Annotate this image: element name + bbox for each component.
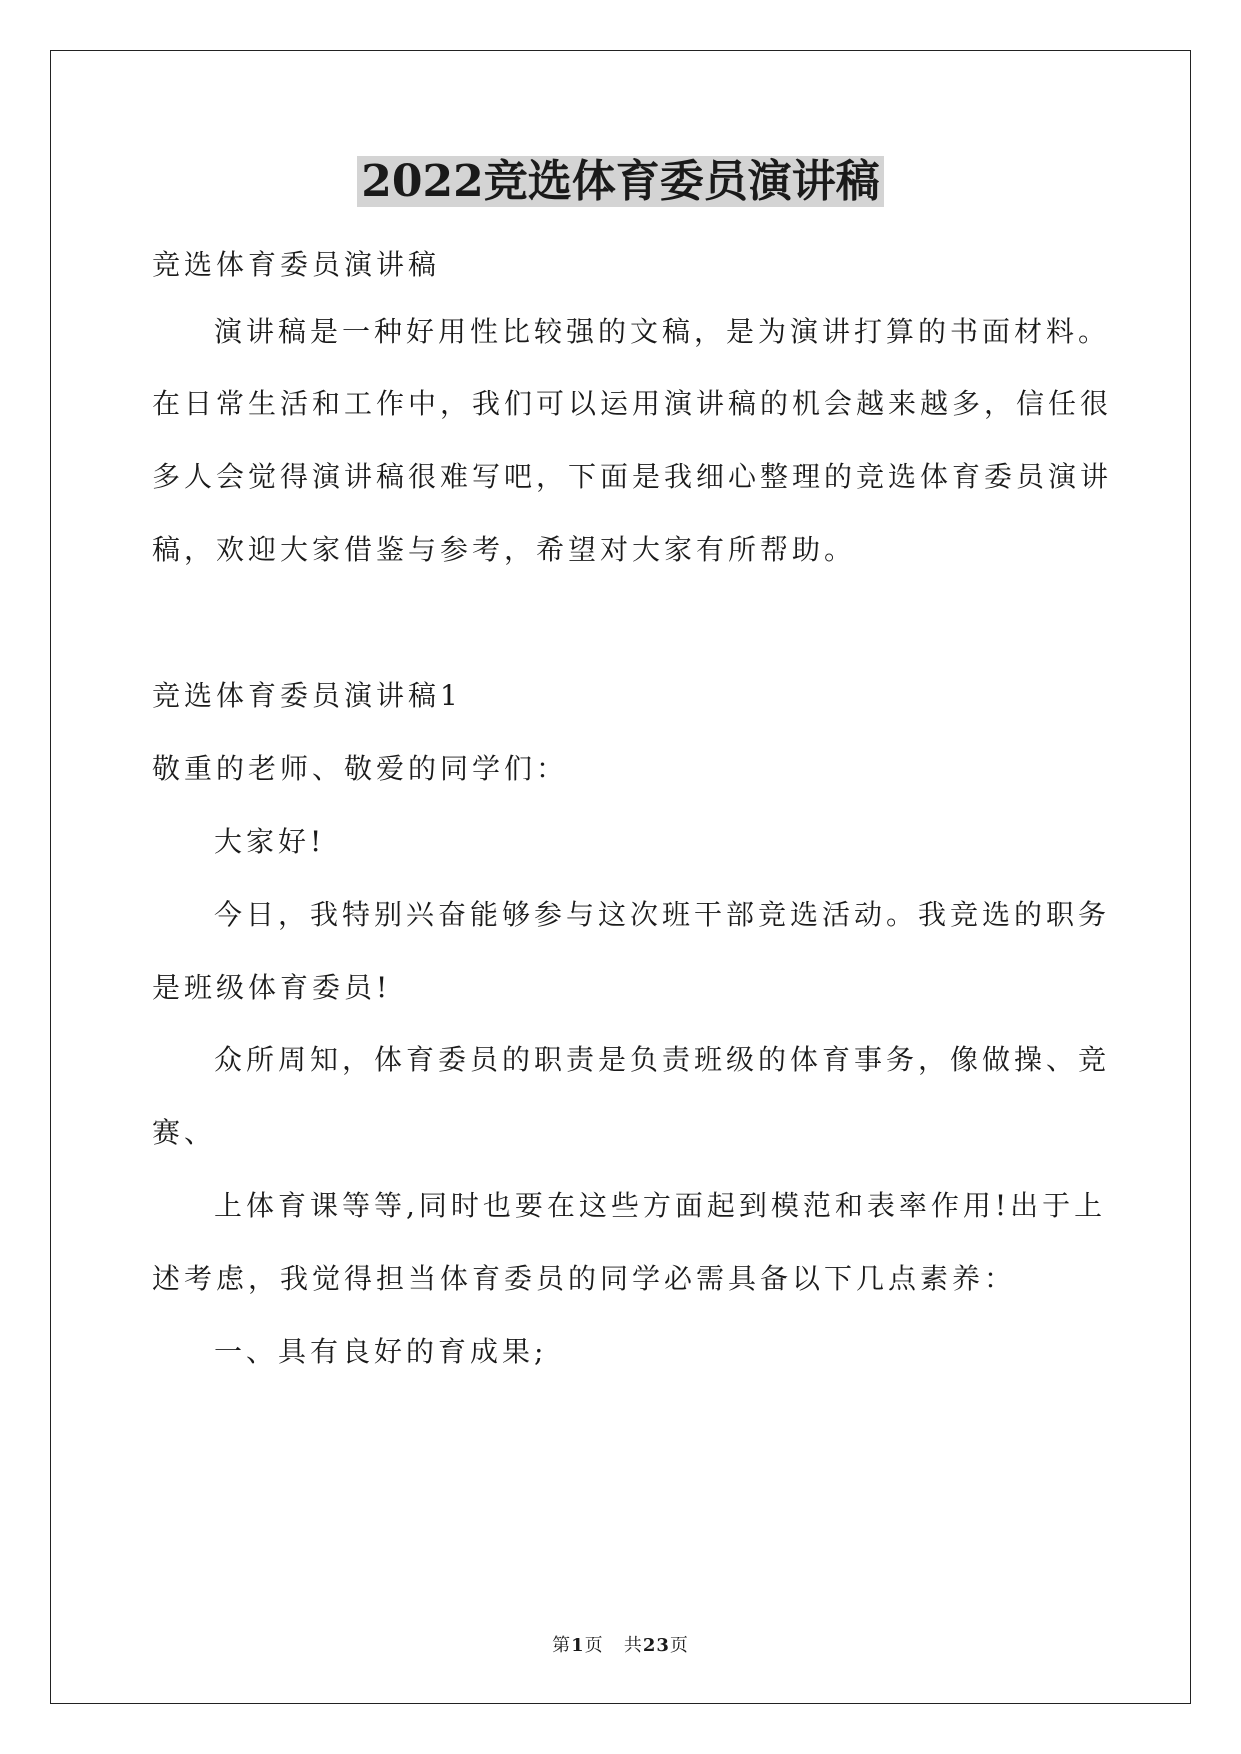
paragraph-line: 上体育课等等,同时也要在这些方面起到模范和表率作用!出于上: [214, 1189, 1107, 1222]
paragraph-line: 是班级体育委员!: [152, 971, 392, 1004]
total-prefix: 共: [623, 1635, 643, 1656]
total-pages: 23: [642, 1635, 670, 1656]
page-suffix: 页: [584, 1635, 604, 1656]
paragraph-line: 今日，我特别兴奋能够参与这次班干部竞选活动。我竞选的职务: [214, 898, 1111, 931]
page-number: 1: [571, 1635, 585, 1656]
paragraph-line: 演讲稿是一种好用性比较强的文稿，是为演讲打算的书面材料。: [214, 315, 1111, 348]
page-prefix: 第: [552, 1635, 572, 1656]
greeting: 大家好!: [214, 825, 326, 858]
salutation: 敬重的老师、敬爱的同学们：: [152, 752, 569, 785]
paragraph-line: 多人会觉得演讲稿很难写吧，下面是我细心整理的竞选体育委员演讲: [152, 460, 1113, 493]
total-suffix: 页: [669, 1635, 689, 1656]
paragraph-line: 述考虑，我觉得担当体育委员的同学必需具备以下几点素养：: [152, 1262, 1017, 1295]
paragraph-line: 稿，欢迎大家借鉴与参考，希望对大家有所帮助。: [152, 533, 857, 566]
section-heading: 竞选体育委员演讲稿: [152, 248, 441, 281]
paragraph-line: 赛、: [152, 1116, 217, 1149]
paragraph-line: 一、具有良好的育成果;: [214, 1335, 548, 1368]
document-title: [0, 152, 1241, 212]
section-heading: 竞选体育委员演讲稿1: [152, 679, 462, 712]
paragraph-line: 在日常生活和工作中，我们可以运用演讲稿的机会越来越多，信任很: [152, 387, 1113, 420]
document-title-text: 2022竞选体育委员演讲稿: [357, 156, 883, 207]
paragraph-line: 众所周知，体育委员的职责是负责班级的体育事务，像做操、竞: [214, 1043, 1111, 1076]
page-footer: [0, 1634, 1241, 1658]
page-border: [50, 50, 1191, 1704]
